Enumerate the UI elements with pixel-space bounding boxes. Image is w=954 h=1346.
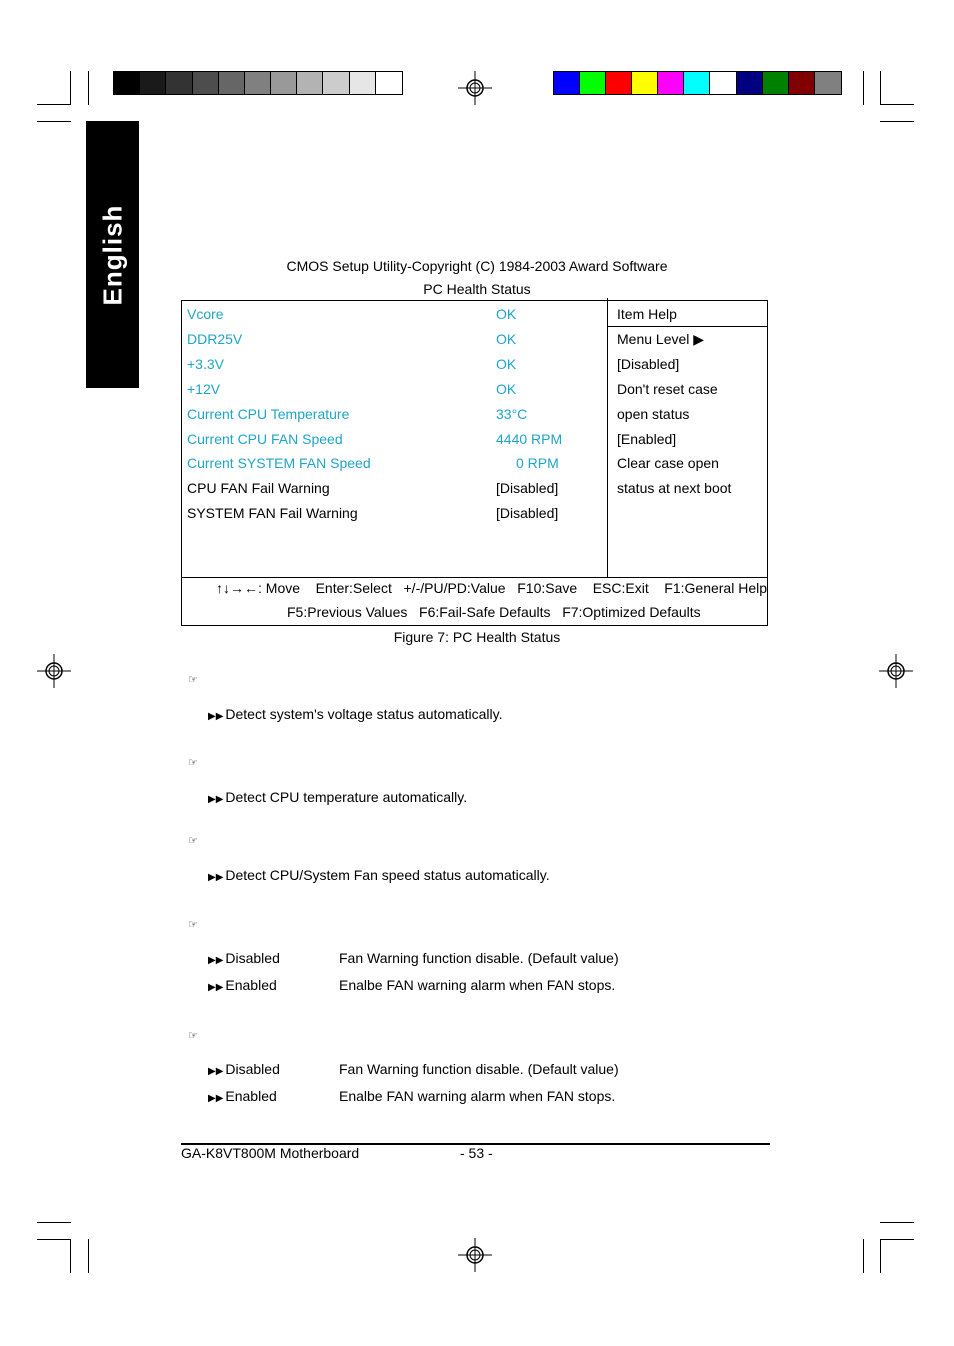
color-swatch xyxy=(763,72,789,94)
language-side-tab xyxy=(86,121,139,388)
color-swatch xyxy=(710,72,736,94)
bios-item-label[interactable]: Current SYSTEM FAN Speed xyxy=(187,455,371,471)
item-help-line: Don't reset case xyxy=(617,381,718,397)
bios-item-label[interactable]: Vcore xyxy=(187,306,224,322)
crop-mark xyxy=(880,71,881,105)
crop-mark xyxy=(880,121,914,122)
pointing-hand-icon: ☞ xyxy=(188,1030,198,1042)
pointing-hand-icon: ☞ xyxy=(188,757,198,769)
bios-footer-divider xyxy=(181,577,768,578)
double-arrow-icon: ▶▶ xyxy=(208,711,224,722)
color-swatch xyxy=(580,72,606,94)
bios-item-label[interactable]: DDR25V xyxy=(187,331,243,347)
language-tab-label: English xyxy=(97,204,127,305)
crop-mark xyxy=(70,71,71,105)
color-swatch xyxy=(632,72,658,94)
item-help-line: Clear case open xyxy=(617,455,719,471)
item-help-header: Item Help xyxy=(617,306,677,322)
color-swatch xyxy=(789,72,815,94)
bios-item-value[interactable]: [Disabled] xyxy=(496,480,559,496)
option-description: Enalbe FAN warning alarm when FAN stops. xyxy=(339,977,616,993)
color-swatch xyxy=(193,72,219,94)
bios-item-label[interactable]: +3.3V xyxy=(187,356,224,372)
option-description: Fan Warning function disable. (Default value) xyxy=(339,950,619,966)
color-swatch xyxy=(297,72,323,94)
color-swatch xyxy=(219,72,245,94)
bios-item-value: OK xyxy=(496,356,517,372)
footer-model: GA-K8VT800M Motherboard xyxy=(181,1145,360,1161)
item-help-line: Menu Level ▶ xyxy=(617,331,705,347)
bios-item-value: 4440 RPM xyxy=(496,431,563,447)
color-swatch xyxy=(684,72,710,94)
description-bullet: ▶▶ Detect CPU temperature automatically. xyxy=(208,789,468,805)
bios-item-label[interactable]: Current CPU Temperature xyxy=(187,406,350,422)
registration-target-icon xyxy=(458,71,492,105)
bios-item-label[interactable]: SYSTEM FAN Fail Warning xyxy=(187,505,358,521)
double-arrow-icon: ▶▶ xyxy=(208,955,224,966)
bios-item-label[interactable]: +12V xyxy=(187,381,221,397)
key-legend-line: ↑↓→←: Move Enter:Select +/-/PU/PD:Value F10:Save ESC:Exit F1:General Help xyxy=(216,580,768,596)
color-swatch xyxy=(376,72,402,94)
crop-mark xyxy=(37,1239,71,1240)
registration-target-icon xyxy=(458,1238,492,1272)
double-arrow-icon: ▶▶ xyxy=(208,982,224,993)
crop-mark xyxy=(70,1239,71,1273)
bios-item-value: OK xyxy=(496,381,517,397)
bios-item-value[interactable]: [Disabled] xyxy=(496,505,559,521)
help-header-divider xyxy=(607,326,768,327)
crop-mark xyxy=(880,1222,914,1223)
color-swatch xyxy=(271,72,297,94)
bios-item-label[interactable]: Current CPU FAN Speed xyxy=(187,431,343,447)
bios-title: CMOS Setup Utility-Copyright (C) 1984-2003 Award Software xyxy=(286,258,668,274)
crop-mark xyxy=(863,71,864,105)
crop-mark xyxy=(880,1239,914,1240)
registration-target-icon xyxy=(879,654,913,688)
color-calibration-bar xyxy=(553,71,842,95)
crop-mark xyxy=(37,104,71,105)
bios-item-value: OK xyxy=(496,331,517,347)
color-swatch xyxy=(140,72,166,94)
pointing-hand-icon: ☞ xyxy=(188,674,198,686)
bios-item-value: 33°C xyxy=(496,406,528,422)
option-name: ▶▶ Enabled xyxy=(208,1088,277,1104)
color-swatch xyxy=(658,72,684,94)
color-swatch xyxy=(350,72,376,94)
option-description: Fan Warning function disable. (Default value) xyxy=(339,1061,619,1077)
bios-item-value: 0 RPM xyxy=(516,455,559,471)
description-bullet: ▶▶ Detect system's voltage status automatically. xyxy=(208,706,503,722)
item-help-line: status at next boot xyxy=(617,480,732,496)
pointing-hand-icon: ☞ xyxy=(188,835,198,847)
double-arrow-icon: ▶▶ xyxy=(208,794,224,805)
option-description: Enalbe FAN warning alarm when FAN stops. xyxy=(339,1088,616,1104)
color-swatch xyxy=(323,72,349,94)
bios-item-value: OK xyxy=(496,306,517,322)
bios-column-divider xyxy=(607,298,608,577)
double-arrow-icon: ▶▶ xyxy=(208,1066,224,1077)
color-swatch xyxy=(554,72,580,94)
option-name: ▶▶ Disabled xyxy=(208,1061,280,1077)
double-arrow-icon: ▶▶ xyxy=(208,1093,224,1104)
key-legend-line: F5:Previous Values F6:Fail-Safe Defaults F7:Optimized Defaults xyxy=(287,604,701,620)
registration-target-icon xyxy=(37,654,71,688)
color-swatch xyxy=(606,72,632,94)
color-swatch xyxy=(737,72,763,94)
crop-mark xyxy=(37,121,71,122)
item-help-line: [Disabled] xyxy=(617,356,680,372)
figure-caption: Figure 7: PC Health Status xyxy=(393,629,561,645)
grayscale-calibration-bar xyxy=(113,71,403,95)
crop-mark xyxy=(37,1222,71,1223)
crop-mark xyxy=(863,1239,864,1273)
option-name: ▶▶ Disabled xyxy=(208,950,280,966)
bios-item-label[interactable]: CPU FAN Fail Warning xyxy=(187,480,330,496)
double-arrow-icon: ▶▶ xyxy=(208,872,224,883)
pointing-hand-icon: ☞ xyxy=(188,919,198,931)
crop-mark xyxy=(880,104,914,105)
item-help-line: [Enabled] xyxy=(617,431,677,447)
item-help-line: open status xyxy=(617,406,690,422)
color-swatch xyxy=(166,72,192,94)
color-swatch xyxy=(245,72,271,94)
crop-mark xyxy=(88,1239,89,1273)
crop-mark xyxy=(88,71,89,105)
option-name: ▶▶ Enabled xyxy=(208,977,277,993)
page-number: - 53 - xyxy=(460,1145,493,1161)
bios-subtitle: PC Health Status xyxy=(423,281,531,297)
color-swatch xyxy=(114,72,140,94)
crop-mark xyxy=(880,1239,881,1273)
description-bullet: ▶▶ Detect CPU/System Fan speed status automatically. xyxy=(208,867,550,883)
color-swatch xyxy=(815,72,841,94)
